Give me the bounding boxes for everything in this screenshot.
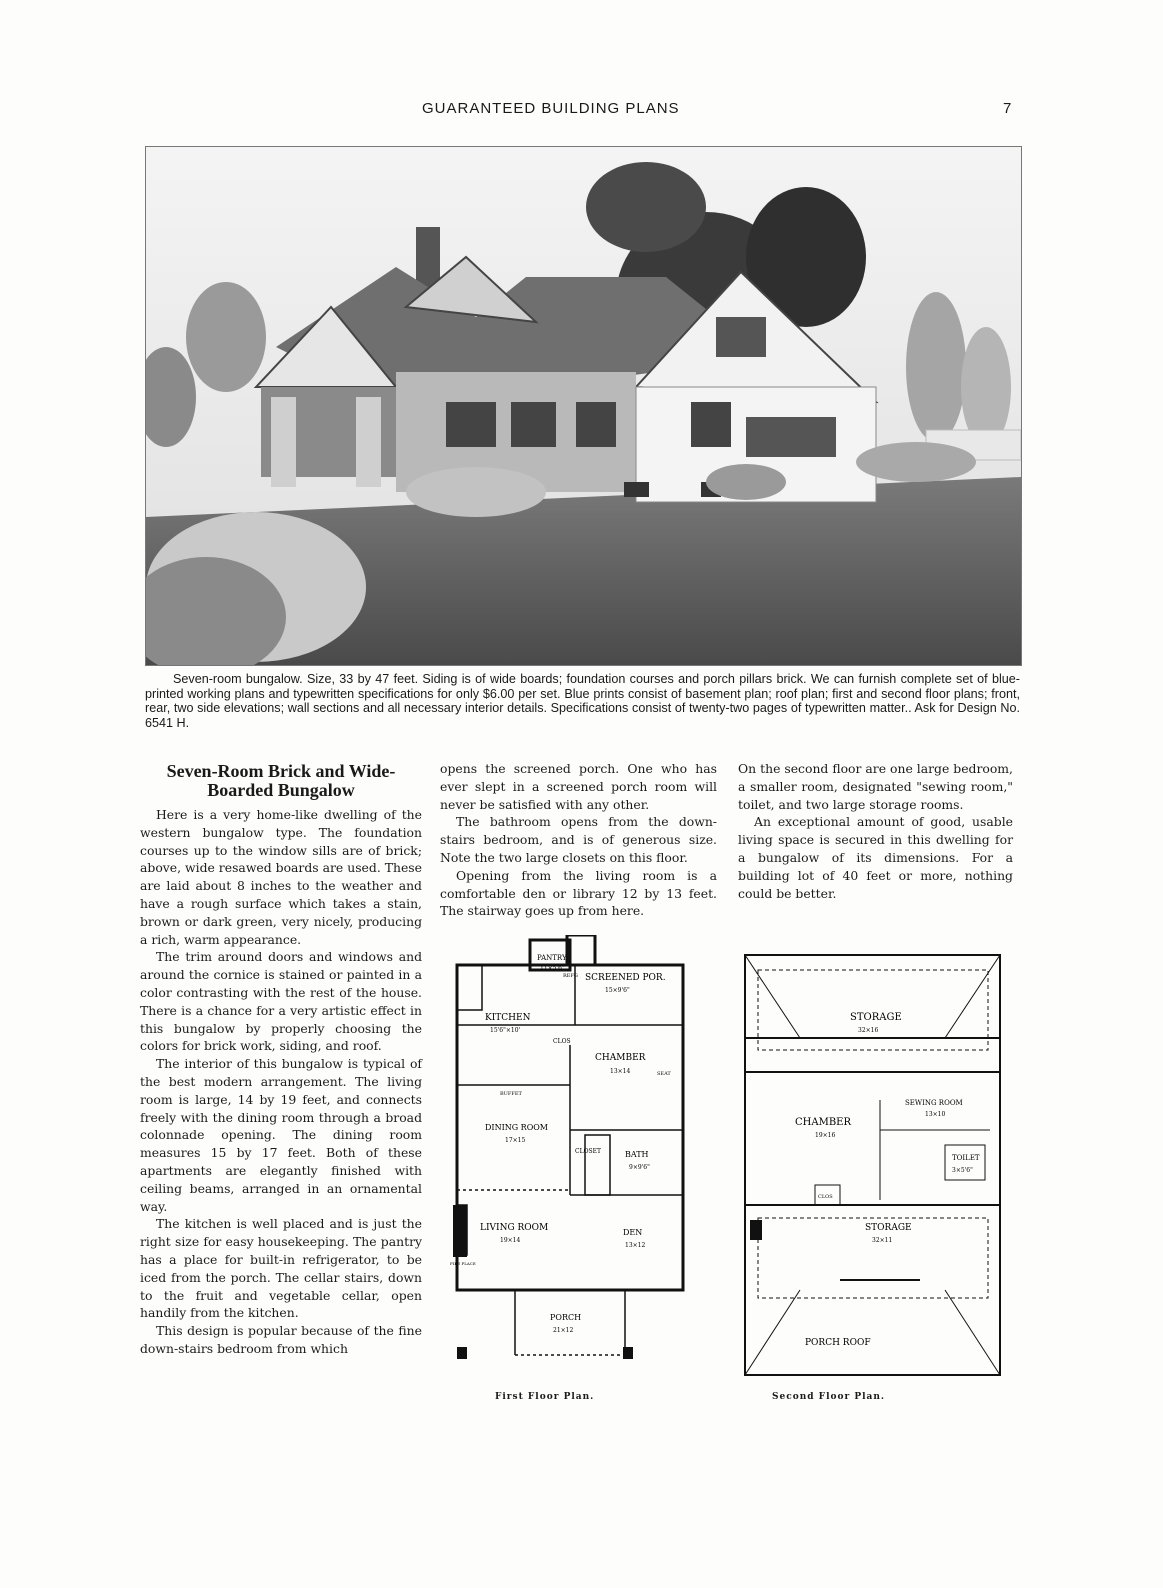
paragraph: The interior of this bungalow is typical of the best modern arrangement. The living room is large, 14 by 19 feet, and connects freely with the dining room through a broad colonnade opening. The dining room measures 15 by 17 feet. Both of these apartments are elegantly finished with ceiling beams, arranged in an ornamental way. bbox=[140, 1056, 422, 1214]
paragraph: On the second floor are one large bedroom, a smaller room, designated "sewing room," toilet, and two large storage rooms. bbox=[738, 761, 1013, 812]
room-size: 19×16 bbox=[815, 1132, 836, 1139]
room-size: 15'6"×10' bbox=[490, 1027, 521, 1034]
room-label: PORCH bbox=[550, 1313, 582, 1322]
article-column-3 bbox=[738, 760, 1013, 902]
room-label: TOILET bbox=[952, 1154, 980, 1162]
room-label: KITCHEN bbox=[485, 1013, 531, 1023]
room-label: REFG bbox=[563, 973, 578, 979]
room-size: 3×5'6" bbox=[952, 1167, 973, 1174]
room-label: PORCH ROOF bbox=[805, 1338, 871, 1348]
page-header bbox=[0, 100, 1163, 122]
running-title: GUARANTEED BUILDING PLANS bbox=[422, 100, 680, 117]
photo-caption bbox=[145, 672, 1020, 730]
caption-text: Seven-room bungalow. Size, 33 by 47 feet. Siding is of wide boards; foundation courses and porch pillars brick. We can furnish complete set of blue-printed working plans and typewritten specifications for only $6.00 per set. Blue prints consist of basement plan; roof plan; first and second floor plans; front, rear, two side elevations; wall sections and all necessary interior details. Specifications consist of twenty-two pages of typewritten matter.. Ask for Design No. 6541 H. bbox=[145, 672, 1020, 730]
paragraph: This design is popular because of the fine down-stairs bedroom from which bbox=[140, 1323, 422, 1356]
paragraph: The kitchen is well placed and is just the right size for easy housekeeping. The pantry has a place for built-in refrigerator, to be iced from the porch. The cellar stairs, down to the fruit and vegetable cellar, open handily from the kitchen. bbox=[140, 1216, 422, 1321]
article-column-2 bbox=[440, 760, 717, 920]
article-title: Seven-Room Brick and Wide-Boarded Bungalow bbox=[166, 761, 396, 800]
article-column-1 bbox=[140, 762, 422, 1358]
room-size: 19×14 bbox=[500, 1237, 521, 1244]
room-size: 17×15 bbox=[505, 1137, 526, 1144]
room-label: DEN bbox=[623, 1228, 643, 1237]
paragraph: Opening from the living room is a comfortable den or library 12 by 13 feet. The stairway goes up from here. bbox=[440, 867, 717, 919]
room-size: 13×12 bbox=[625, 1242, 646, 1249]
room-size: 13×10 bbox=[925, 1111, 946, 1118]
house-photo bbox=[145, 146, 1022, 666]
room-size: 15×9'6" bbox=[605, 987, 630, 994]
room-size: 32×16 bbox=[858, 1027, 879, 1034]
room-label: LIVING ROOM bbox=[480, 1223, 549, 1233]
paragraph: Here is a very home-like dwelling of the western bungalow type. The foundation courses up to the window sills are of brick; above, wide resawed boards are used. These are laid about 8 inches to the weather and have a rough surface which takes a stain, brown or dark green, very nicely, producing a rich, warm appearance. bbox=[140, 807, 422, 947]
room-label: CLOSET bbox=[575, 1148, 601, 1155]
room-label: BATH bbox=[625, 1150, 649, 1159]
second-floor-label: Second Floor Plan. bbox=[772, 1392, 886, 1402]
room-label: CHAMBER bbox=[595, 1053, 646, 1063]
paragraph: The bathroom opens from the down-stairs bedroom, and is of generous size. Note the two large closets on this floor. bbox=[440, 814, 717, 865]
second-floor-drawing bbox=[740, 950, 1015, 1395]
room-size: 9×9'6" bbox=[629, 1164, 650, 1171]
room-label: PANTRY bbox=[537, 954, 567, 962]
room-label: CLOS bbox=[818, 1194, 833, 1200]
room-label: FIRE PLACE bbox=[450, 1261, 476, 1266]
room-size: 13×14 bbox=[610, 1068, 631, 1075]
page-number: 7 bbox=[1003, 100, 1012, 117]
first-floor-plan bbox=[445, 935, 710, 1405]
bungalow-illustration bbox=[146, 147, 1021, 665]
room-label: CLOS bbox=[553, 1038, 571, 1045]
room-label: DINING ROOM bbox=[485, 1123, 548, 1132]
first-floor-label: First Floor Plan. bbox=[495, 1392, 595, 1402]
room-label: BUFFET bbox=[500, 1091, 522, 1097]
first-floor-drawing bbox=[445, 935, 710, 1395]
room-label: STORAGE bbox=[850, 1012, 902, 1023]
paragraph: opens the screened porch. One who has ever slept in a screened porch room will never be satisfied with any other. bbox=[440, 761, 717, 812]
room-size: 21×12 bbox=[553, 1327, 574, 1334]
room-label: SCREENED POR. bbox=[585, 973, 666, 983]
paragraph: An exceptional amount of good, usable living space is secured in this dwelling for a bungalow of its dimensions. For a building lot of 40 feet or more, nothing could be better. bbox=[738, 814, 1013, 901]
room-label: STORAGE bbox=[865, 1223, 912, 1233]
room-label: SEAT bbox=[657, 1071, 671, 1077]
room-size: 11×5'6" bbox=[540, 965, 565, 972]
second-floor-plan bbox=[740, 950, 1015, 1405]
room-label: SEWING ROOM bbox=[905, 1099, 963, 1107]
room-size: 32×11 bbox=[872, 1237, 893, 1244]
paragraph: The trim around doors and windows and around the cornice is stained or painted in a color contrasting with the rest of the house. There is a chance for a very artistic effect in this bungalow by properly choosing the colors for brick work, siding, and roof. bbox=[140, 949, 422, 1054]
room-label: CHAMBER bbox=[795, 1117, 852, 1128]
